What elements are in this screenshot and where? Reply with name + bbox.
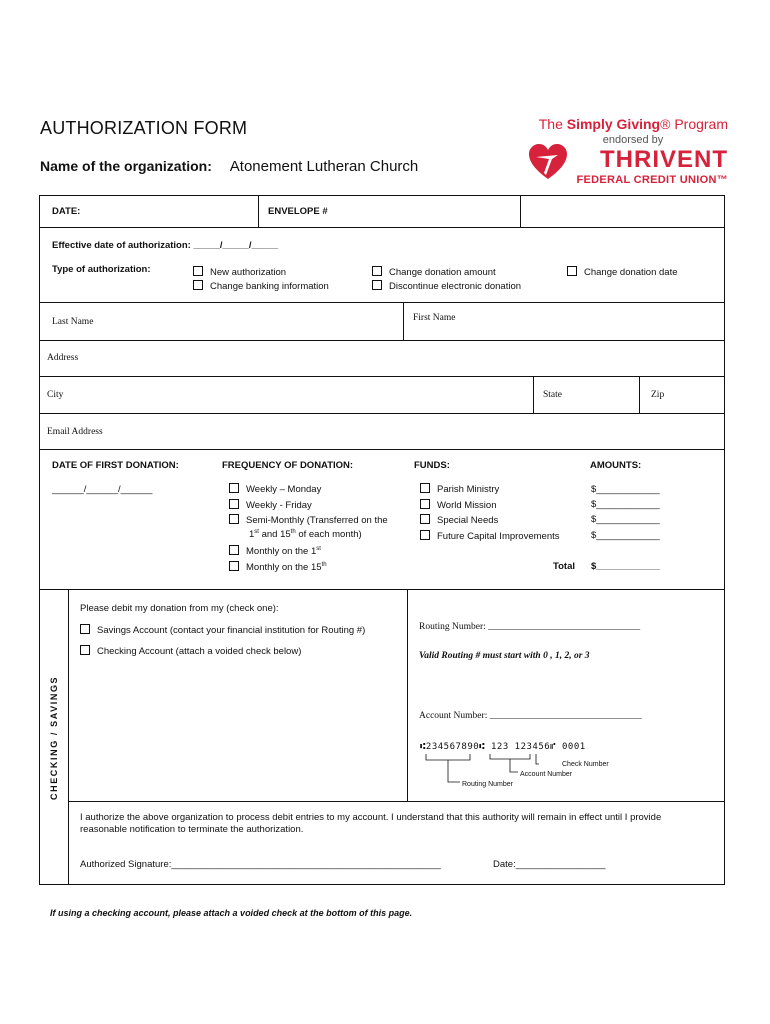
- checking-savings-side-label: CHECKING / SAVINGS: [49, 675, 59, 800]
- checkbox-icon[interactable]: [420, 483, 430, 493]
- debit-prompt: Please debit my donation from my (check one):: [80, 603, 279, 614]
- change-banking-option[interactable]: Change banking information: [193, 280, 329, 292]
- program-name: The Simply Giving® Program: [538, 116, 728, 132]
- effective-date-field[interactable]: Effective date of authorization: _____/_____/_____: [52, 240, 278, 251]
- amount-field[interactable]: $____________: [591, 499, 660, 510]
- routing-number-field[interactable]: Routing Number: ________________________________: [419, 622, 641, 632]
- fund-world-mission[interactable]: World Mission: [420, 499, 496, 511]
- checkbox-icon[interactable]: [372, 280, 382, 290]
- checkbox-icon[interactable]: [229, 499, 239, 509]
- amount-field[interactable]: $____________: [591, 530, 660, 541]
- zip-field[interactable]: Zip: [651, 390, 665, 400]
- checkbox-icon[interactable]: [229, 514, 239, 524]
- routing-number-label: Routing Number: [462, 781, 513, 788]
- check-number-label: Check Number: [562, 761, 609, 768]
- signature-date-field[interactable]: Date:_________________: [493, 859, 606, 870]
- form-title: AUTHORIZATION FORM: [40, 118, 248, 138]
- envelope-field[interactable]: [340, 200, 515, 222]
- total-label: Total: [553, 561, 575, 572]
- thrivent-heart-icon: [528, 143, 568, 181]
- freq-monthly-15th[interactable]: Monthly on the 15th: [229, 561, 327, 573]
- freq-weekly-monday[interactable]: Weekly – Monday: [229, 483, 321, 495]
- state-field[interactable]: State: [543, 390, 562, 400]
- discontinue-option[interactable]: Discontinue electronic donation: [372, 280, 521, 292]
- checkbox-icon[interactable]: [372, 266, 382, 276]
- checkbox-icon[interactable]: [193, 266, 203, 276]
- thrivent-wordmark: THRIVENT: [600, 146, 728, 173]
- frequency-header: FREQUENCY OF DONATION:: [222, 460, 354, 471]
- checkbox-icon[interactable]: [229, 545, 239, 555]
- endorsed-by: endorsed by: [602, 134, 664, 146]
- checkbox-icon[interactable]: [229, 483, 239, 493]
- routing-note: Valid Routing # must start with 0 , 1, 2, or 3: [419, 651, 590, 661]
- last-name-field[interactable]: Last Name: [52, 317, 94, 327]
- freq-weekly-friday[interactable]: Weekly - Friday: [229, 499, 312, 511]
- donor-info-box: [39, 195, 725, 450]
- total-amount-field[interactable]: $____________: [591, 561, 660, 572]
- checkbox-icon[interactable]: [229, 561, 239, 571]
- change-amount-option[interactable]: Change donation amount: [372, 266, 496, 278]
- micr-line: ⑆234567890⑆ 123 123456⑈ 0001: [420, 742, 586, 752]
- date-label: DATE:: [52, 206, 81, 217]
- date-of-first-donation-header: DATE OF FIRST DONATION:: [52, 460, 179, 471]
- first-name-field[interactable]: First Name: [413, 313, 456, 323]
- freq-monthly-1st[interactable]: Monthly on the 1st: [229, 545, 321, 557]
- credit-union-name: FEDERAL CREDIT UNION™: [576, 174, 728, 186]
- email-field[interactable]: Email Address: [47, 427, 103, 437]
- change-date-option[interactable]: Change donation date: [567, 266, 678, 278]
- address-field[interactable]: Address: [47, 353, 79, 363]
- organization-row: [40, 158, 418, 175]
- checkbox-icon[interactable]: [567, 266, 577, 276]
- new-authorization-option[interactable]: New authorization: [193, 266, 286, 278]
- type-of-authorization-label: Type of authorization:: [52, 264, 151, 275]
- authorization-statement-line1: I authorize the above organization to process debit entries to my account. I understand that this authority will remain in effect until I provide: [80, 812, 662, 823]
- amount-field[interactable]: $____________: [591, 514, 660, 525]
- checkbox-icon[interactable]: [193, 280, 203, 290]
- fund-future-capital[interactable]: Future Capital Improvements: [420, 530, 560, 542]
- checkbox-icon[interactable]: [80, 645, 90, 655]
- checkbox-icon[interactable]: [420, 514, 430, 524]
- first-donation-date-field[interactable]: ______/______/______: [52, 484, 153, 495]
- date-field[interactable]: [90, 200, 250, 222]
- checking-account-option[interactable]: Checking Account (attach a voided check below): [80, 645, 301, 657]
- signature-field[interactable]: Authorized Signature:___________________________________________________: [80, 859, 441, 870]
- amount-field[interactable]: $____________: [591, 484, 660, 495]
- amounts-header: AMOUNTS:: [590, 460, 642, 471]
- envelope-label: ENVELOPE #: [268, 206, 328, 217]
- fund-parish-ministry[interactable]: Parish Ministry: [420, 483, 499, 495]
- account-number-field[interactable]: Account Number: ________________________________: [419, 711, 642, 721]
- checkbox-icon[interactable]: [420, 530, 430, 540]
- fund-special-needs[interactable]: Special Needs: [420, 514, 498, 526]
- semi-monthly-detail: 1st and 15th of each month): [249, 529, 362, 541]
- city-field[interactable]: City: [47, 390, 64, 400]
- organization-label: Name of the organization:: [40, 158, 212, 174]
- account-number-label: Account Number: [520, 771, 573, 778]
- checkbox-icon[interactable]: [80, 624, 90, 634]
- organization-name: Atonement Lutheran Church: [229, 158, 419, 175]
- funds-header: FUNDS:: [414, 460, 450, 471]
- savings-account-option[interactable]: Savings Account (contact your financial institution for Routing #): [80, 624, 365, 636]
- freq-semi-monthly[interactable]: Semi-Monthly (Transferred on the: [229, 514, 388, 526]
- footer-note: If using a checking account, please attach a voided check at the bottom of this page.: [50, 908, 413, 918]
- authorization-statement-line2: reasonable notification to terminate the authorization.: [80, 824, 304, 835]
- checkbox-icon[interactable]: [420, 499, 430, 509]
